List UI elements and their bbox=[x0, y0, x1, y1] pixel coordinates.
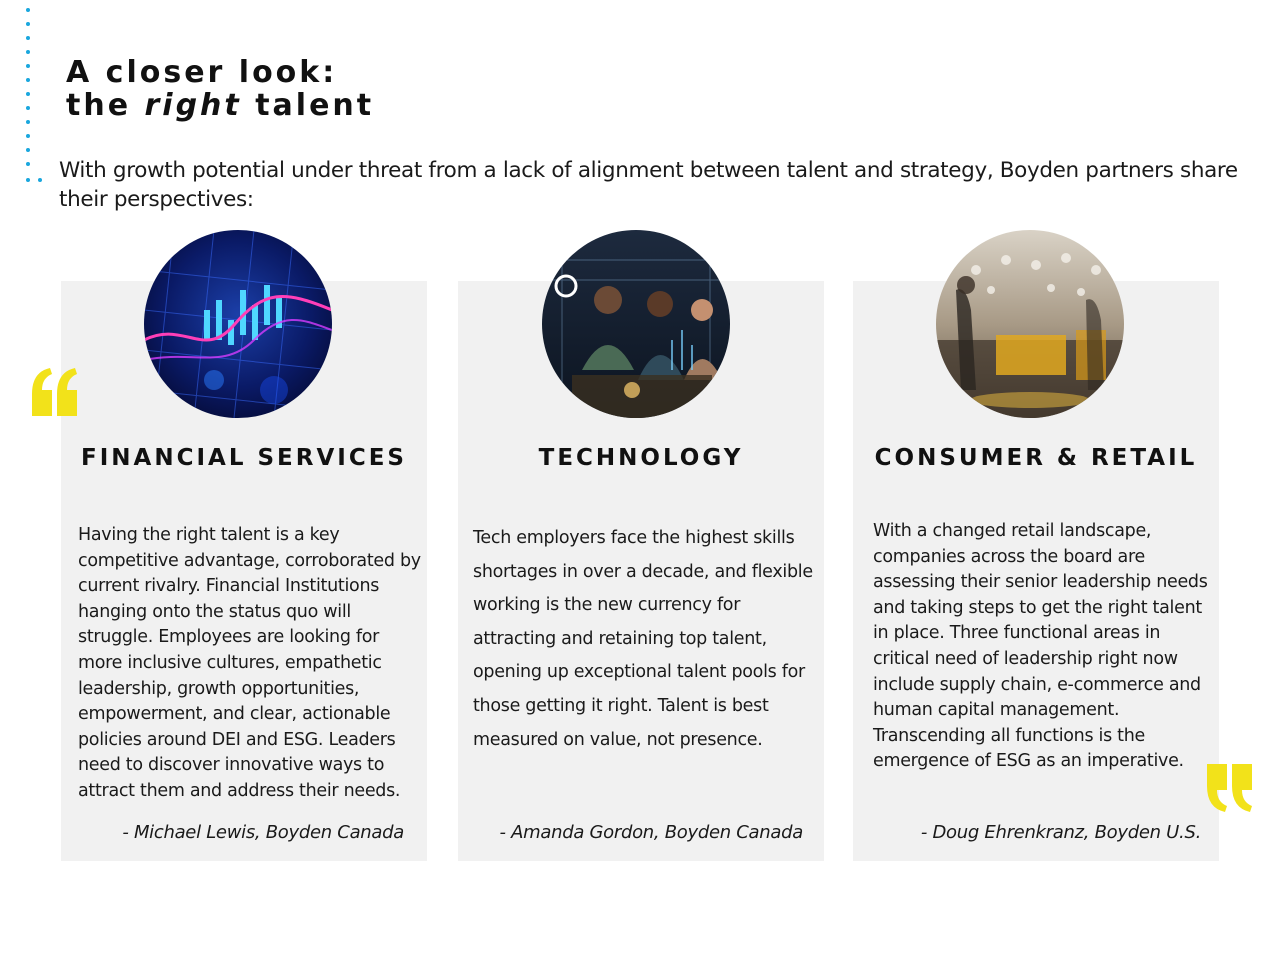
card-body-consumer-retail: With a changed retail landscape, companies across the board are assessing their senior leadership needs and taking steps to get the right talent in place. Three functional areas in critical need of leadership right now include supply chain, e-commerce and human capital management. Transcending all functions is the emergence of ESG as an imperative. bbox=[873, 521, 1208, 772]
card-attribution-technology: - Amanda Gordon, Boyden Canada bbox=[499, 822, 803, 843]
financial-chart-image bbox=[144, 230, 332, 418]
title-emphasis: right bbox=[144, 88, 242, 123]
title-line-2-pre: the bbox=[66, 88, 145, 123]
title-line-1: A closer look: bbox=[66, 55, 338, 90]
intro-text: With growth potential under threat from a lack of alignment between talent and strategy, Boyden partners share their perspectives: bbox=[59, 158, 1238, 212]
card-heading-technology: TECHNOLOGY bbox=[538, 445, 744, 471]
retail-space-image bbox=[936, 230, 1124, 418]
tech-team-image bbox=[542, 230, 730, 418]
page-title bbox=[66, 56, 374, 122]
card-attribution-financial-services: - Michael Lewis, Boyden Canada bbox=[122, 822, 404, 843]
open-quote-icon bbox=[30, 366, 80, 418]
dotted-accent-line bbox=[24, 8, 48, 192]
card-attribution-consumer-retail: - Doug Ehrenkranz, Boyden U.S. bbox=[920, 822, 1201, 843]
title-line-2 bbox=[66, 89, 374, 122]
close-quote-icon bbox=[1204, 762, 1254, 814]
card-body-technology: Tech employers face the highest skills shortages in over a decade, and flexible working is the new currency for attracting and retaining top talent, opening up exceptional talent pools for those getting it right. Talent is best measured on value, not presence. bbox=[473, 528, 813, 750]
card-heading-consumer-retail: CONSUMER & RETAIL bbox=[874, 445, 1198, 471]
card-heading-financial-services: FINANCIAL SERVICES bbox=[81, 445, 407, 471]
card-body-financial-services: Having the right talent is a key competitive advantage, corroborated by current rivalry. Financial Institutions hanging onto the status quo will struggle. Employees are looking for more inclusive cultures, empathetic leadership, growth opportunities, empowerment, and clear, actionable policies around DEI and ESG. Leaders need to discover innovative ways to attract them and address their needs. bbox=[78, 525, 421, 801]
title-line-2-post: talent bbox=[241, 88, 375, 123]
